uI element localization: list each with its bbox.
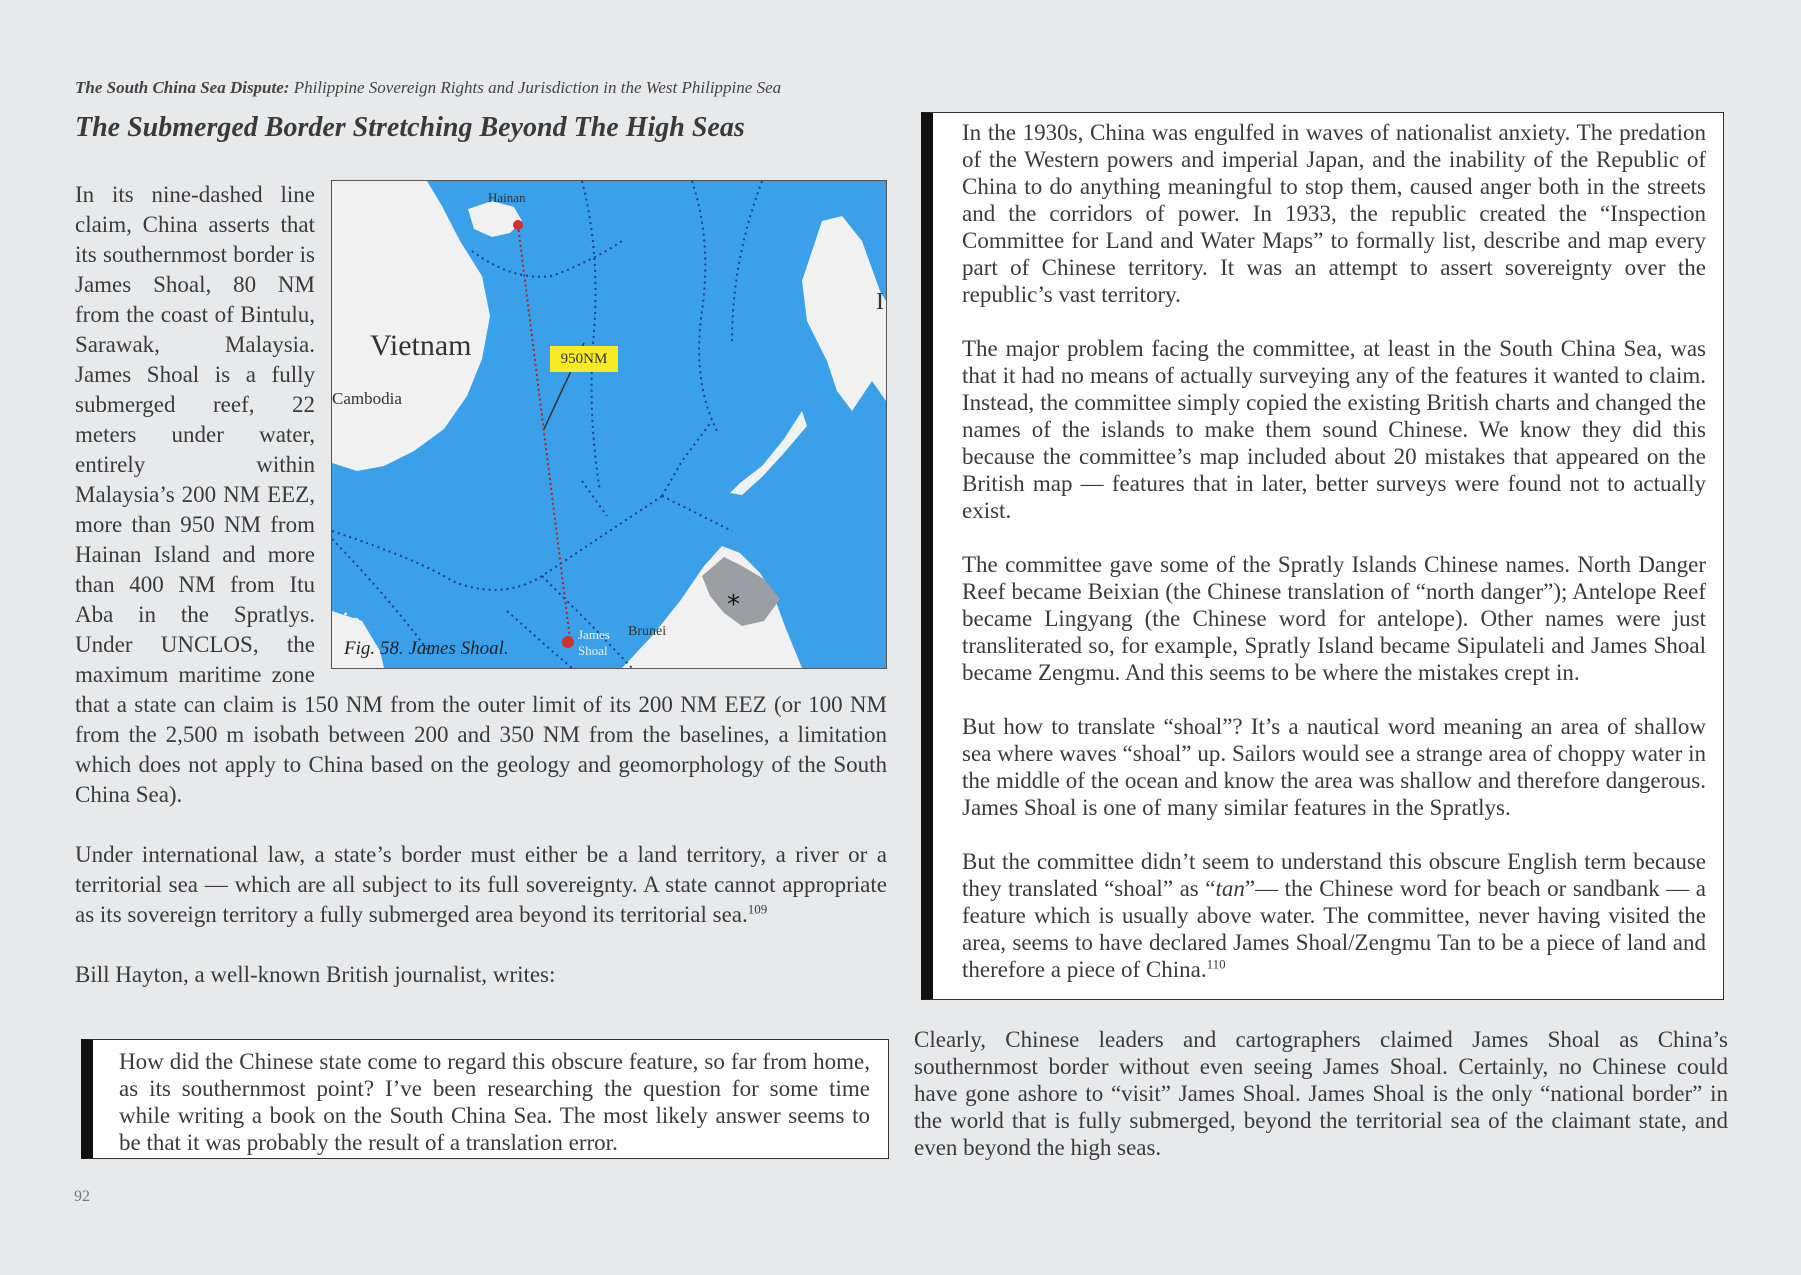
- paragraph-nine-dash-claim: In its nine-dashed line claim, China asserts that its southernmost border is James Shoal, 80 NM from the coast of Bintulu, Sarawak, Malaysia. James Shoal is a fully submerged reef, 22 meters under water, entirely within Malaysia’s 200 NM EEZ, more than 950 NM from Hainan Island and more than 400 NM from Itu Aba in the Spratlys. Under UNCLOS, the maximum maritime zone that a state can claim is 150 NM from the outer limit of its 200 NM EEZ (or 100 NM from the 2,500 m isobath between 200 and 350 NM from the baselines, a limitation which does not apply to China based on the geology and geomorphology of the South China Sea).: [75, 182, 887, 807]
- footnote-ref-109: 109: [747, 901, 768, 917]
- quote-translation-italic: tan: [1215, 876, 1245, 901]
- running-head: [75, 78, 781, 98]
- paragraph-hayton-intro: Bill Hayton, a well-known British journalist, writes:: [75, 962, 556, 987]
- footnote-ref-110: 110: [1206, 956, 1226, 972]
- distance-label: 950NM: [550, 346, 618, 372]
- quote-paragraph-major-problem: The major problem facing the committee, at least in the South China Sea, was that it had no means of actually surveying any of the features it wanted to claim. Instead, the committee simply copied the existing British charts and changed the names of the islands to make them sound Chinese. We know they did this because the committee’s map included about 20 mistakes that appeared on the British map — features that in later, better surveys were found not to actually exist.: [962, 336, 1706, 523]
- hainan-marker: [513, 220, 523, 230]
- cambodia-label: Cambodia: [332, 389, 402, 408]
- book-subtitle: Philippine Sovereign Rights and Jurisdiction in the West Philippine Sea: [293, 78, 782, 97]
- quote-paragraph-1930s: In the 1930s, China was engulfed in waves of nationalist anxiety. The predation of the Western powers and imperial Japan, and the inability of the Republic of China to do anything meaningful to stop them, caused anger both in the streets and the corridors of power. In 1933, the republic created the “Inspection Committee for Land and Water Maps” to formally list, describe and map every part of Chinese territory. It was an attempt to assert sovereignty over the republic’s vast territory.: [962, 120, 1706, 307]
- shoal-label: Shoal: [578, 643, 608, 658]
- james-shoal-map-figure: [331, 180, 887, 669]
- brunei-label: Brunei: [628, 624, 667, 639]
- quote-translation-after: ”— the Chinese word for beach or sandbank — a feature which is usually above water. The committee, never having visited the area, seems to have declared James Shoal/Zengmu Tan to be a piece of land and therefore a piece of China.: [962, 876, 1706, 982]
- james-label: James: [578, 627, 610, 642]
- hayton-quote-text: How did the Chinese state come to regard this obscure feature, so far from home, as its southernmost point? I’ve been researching the question for some time while writing a book on the South China Sea. The most likely answer seems to be that it was probably the result of a translation error.: [119, 1049, 870, 1155]
- paragraph-international-law: [75, 840, 887, 930]
- borneo-landmass: [622, 546, 802, 668]
- paragraph-international-law-text: Under international law, a state’s border must either be a land territory, a river or a territorial sea — which are all subject to its full sovereignty. A state cannot appropriate as its sovereign territory a fully submerged area beyond its territorial sea.: [75, 842, 887, 927]
- quote-translation-before: But the committee didn’t seem to understand this obscure English term because they translated “shoal” as “: [962, 849, 1706, 901]
- quote-paragraph-chinese-names: The committee gave some of the Spratly Islands Chinese names. North Danger Reef became Beixian (the Chinese translation of “north danger”); Antelope Reef became Lingyang (the Chinese word for antelope). Other names were just transliterated so, for example, Spratly Island became Sipulateli and James Shoal became Zengmu. And this seems to be where the mistakes crept in.: [962, 552, 1706, 685]
- asterisk-marker: *: [727, 590, 740, 620]
- vietnam-label: Vietnam: [370, 329, 472, 362]
- figure-caption: Fig. 58. James Shoal.: [344, 638, 509, 659]
- vietnam-landmass: [332, 181, 490, 471]
- sia-label: sia: [332, 607, 361, 636]
- james-shoal-marker: [562, 636, 574, 648]
- hayton-quote-continued-box: [921, 112, 1724, 1000]
- quote-paragraph-shoal-meaning: But how to translate “shoal”? It’s a nautical word meaning an area of shallow sea where waves “shoal” up. Sailors would see a strange area of choppy water in the middle of the ocean and know the area was shallow and therefore dangerous. James Shoal is one of many similar features in the Spratlys.: [962, 714, 1706, 820]
- map-graphic: [332, 181, 886, 668]
- hainan-label: Hainan: [488, 190, 526, 205]
- philippines-landmass: [802, 216, 886, 411]
- distance-line: [518, 225, 570, 639]
- closing-paragraph: Clearly, Chinese leaders and cartographers claimed James Shoal as China’s southernmost border without even seeing James Shoal. Certainly, no Chinese could have gone ashore to “visit” James Shoal. James Shoal is the only “national border” in the world that is fully submerged, beyond the territorial sea of the claimant state, and even beyond the high seas.: [914, 1027, 1728, 1160]
- page-number: 92: [74, 1188, 90, 1205]
- hayton-quote-box: [81, 1039, 889, 1159]
- palawan-island: [730, 411, 807, 495]
- left-column: [75, 180, 887, 990]
- book-title: The South China Sea Dispute:: [75, 78, 290, 97]
- quote-paragraph-translation: [962, 848, 1706, 983]
- hainan-island: [468, 201, 522, 237]
- section-title: The Submerged Border Stretching Beyond The High Seas: [75, 112, 745, 143]
- edge-letter-label: I: [876, 289, 884, 315]
